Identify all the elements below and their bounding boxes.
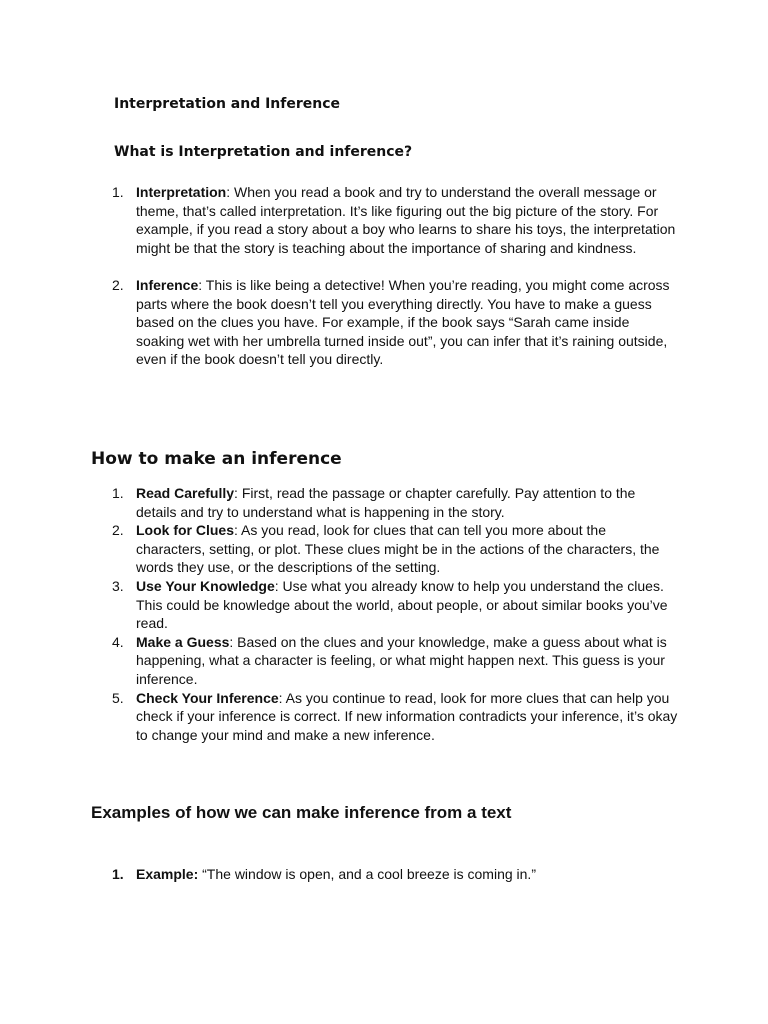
step-label: Read Carefully — [136, 485, 235, 501]
list-number: 4. — [112, 633, 124, 650]
definitions-list — [0, 183, 679, 369]
step-label: Use Your Knowledge — [136, 577, 275, 594]
term-label: Interpretation — [136, 184, 227, 200]
list-number: 2. — [112, 522, 124, 539]
list-number: 5. — [112, 689, 124, 706]
steps-list — [0, 484, 679, 744]
step-look-for-clues — [0, 521, 679, 577]
list-item-interpretation — [0, 183, 679, 257]
step-description: : Use what you already know to help you understand the clues. This could be knowledge about the world, about people, or about similar books you’ve read. — [136, 577, 668, 632]
example-item — [0, 865, 679, 884]
list-number: 1. — [112, 866, 124, 882]
examples-heading: Examples of how we can make inference from a text — [91, 803, 512, 822]
list-number: 1. — [112, 485, 124, 501]
step-check-inference — [0, 689, 679, 745]
document-title: Interpretation and Inference — [114, 96, 341, 112]
step-description: : As you read, look for clues that can tell you more about the characters, setting, or plot. These clues might be in the actions of the characters, the words they use, or the descriptions of the setting. — [136, 522, 660, 576]
examples-list — [0, 865, 679, 884]
term-description: : When you read a book and try to understand the overall message or theme, that’s called interpretation. It’s like figuring out the big picture of the story. For example, if you read a story about a boy who learns to share his toys, the interpretation might be that the story is teaching about the importance of sharing and kindness. — [136, 184, 676, 256]
list-number: 1. — [112, 184, 124, 200]
term-description: : This is like being a detective! When you’re reading, you might come across parts where the book doesn’t tell you everything directly. You have to make a guess based on the clues you have. For example, if the book says “Sarah came inside soaking wet with her umbrella turned inside out”, you can infer that it’s raining outside, even if the book doesn’t tell you directly. — [136, 276, 670, 368]
step-label: Make a Guess — [136, 633, 230, 650]
how-to-heading: How to make an inference — [91, 449, 342, 469]
step-read-carefully — [0, 484, 679, 521]
list-item-inference — [0, 276, 679, 369]
section-question-heading: What is Interpretation and inference? — [114, 144, 413, 160]
step-use-knowledge — [0, 577, 679, 633]
step-description: : As you continue to read, look for more clues that can help you check if your inference is correct. If new information contradicts your inference, it’s okay to change your mind and make a new inference. — [136, 689, 678, 743]
list-number: 2. — [112, 276, 124, 293]
list-number: 3. — [112, 577, 124, 594]
step-label: Check Your Inference — [136, 689, 279, 706]
term-label: Inference — [136, 276, 199, 293]
example-label: Example: — [136, 866, 199, 882]
step-label: Look for Clues — [136, 522, 235, 539]
step-make-guess — [0, 633, 679, 689]
step-description: : Based on the clues and your knowledge, make a guess about what is happening, what a character is feeling, or what might happen next. This guess is your inference. — [136, 633, 667, 687]
step-description: : First, read the passage or chapter carefully. Pay attention to the details and try to understand what is happening in the story. — [136, 485, 636, 520]
example-quote: “The window is open, and a cool breeze is coming in.” — [198, 866, 536, 882]
